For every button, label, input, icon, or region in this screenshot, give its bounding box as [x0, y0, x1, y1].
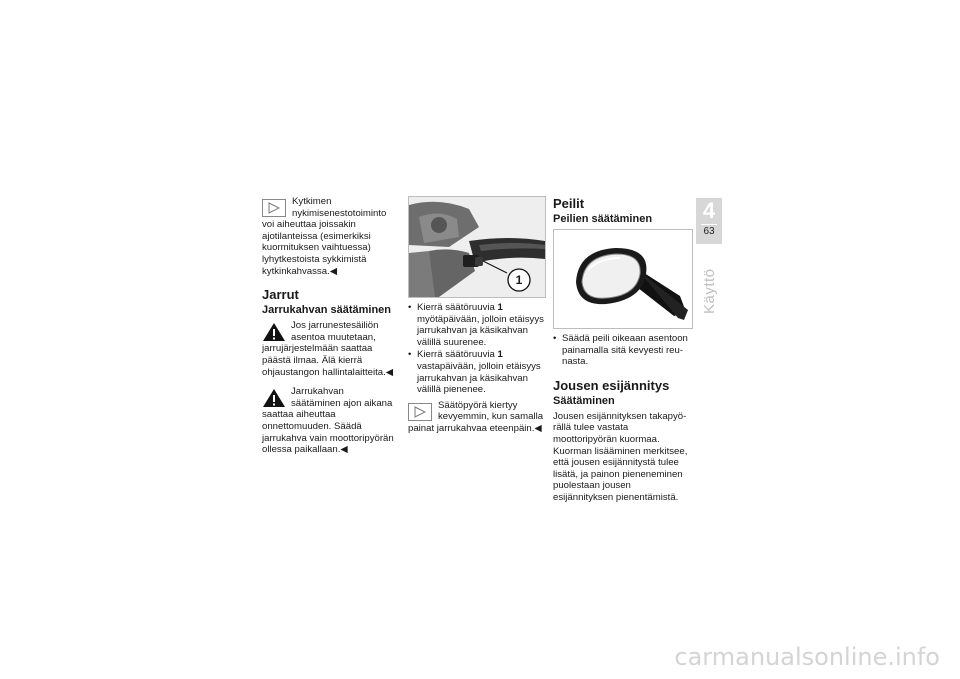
- info-note: [262, 196, 394, 277]
- list-item: • Kierrä säätöruuvia 1 vastapäivään, jolloin etäisyys jarrukahvan ja käsikahvan välillä pienenee.: [408, 349, 544, 395]
- warning-icon: [262, 388, 286, 408]
- column-left: [262, 196, 394, 456]
- warning-icon: [262, 322, 286, 342]
- list-item: • Säädä peili oikeaan asentoon painamalla sitä kevyesti reunasta.: [553, 333, 691, 368]
- chapter-number: 4: [702, 198, 716, 223]
- info-icon: [262, 199, 286, 217]
- info-icon: [408, 403, 432, 421]
- subheading-adjusting: Säätäminen: [553, 394, 615, 407]
- mirror-illustration: [554, 230, 692, 328]
- brake-lever-figure: [408, 196, 546, 298]
- section-heading-mirrors: Peilit: [553, 196, 585, 211]
- info-note-text: Kytkimen nykimisenestotoiminto voi aiheuttaa joissakin ajotilanteissa (esimerkiksi kuormituksen vaihtuessa) lyhytkestoista sykkimistä kytkinkahvassa.◀: [262, 196, 387, 277]
- warning-note: [262, 320, 394, 378]
- figure-callout-1: 1: [515, 273, 523, 287]
- info-note-text: Säätöpyörä kiertyy kevyemmin, kun samalla painat jarrukahvaa eteenpäin.◀: [408, 399, 544, 434]
- spring-preload-text: Jousen esijännityksen takapyörällä tulee vastata moottoripyörän kuormaa. Kuorman lisääminen merkitsee, että jousen esijännitystä tulee lisätä, ja painon pieneneminen puolestaan jousen esijännityksen pienentämistä.: [553, 410, 688, 503]
- column-middle: [408, 196, 544, 435]
- chapter-tab: [696, 198, 722, 244]
- watermark: carmanualsonline.info: [674, 643, 940, 671]
- brake-adjust-steps: [408, 302, 544, 396]
- section-heading-brakes: Jarrut: [262, 287, 299, 303]
- mirror-adjust-steps: [553, 333, 691, 368]
- section-heading-spring-preload: Jousen esijännitys: [553, 377, 670, 393]
- info-note: [408, 400, 544, 435]
- warning-note: [262, 386, 394, 456]
- list-item: • Kierrä säätöruuvia 1 myötäpäivään, jolloin etäisyys jarrukahvan ja käsikahvan välillä suurenee.: [408, 302, 544, 348]
- mirror-figure: [553, 229, 693, 329]
- chapter-title: Käyttö: [701, 268, 718, 314]
- column-right: [553, 196, 691, 504]
- warning-note-text: Jos jarrunestesäiliön asentoa muutetaan, jarrujärjestelmään saattaa päästä ilmaa. Älä kierrä ohjaustangon hallintalaitteita.◀: [262, 320, 394, 378]
- page-number: 63: [703, 226, 715, 237]
- subheading-mirror-adjust: Peilien säätäminen: [553, 213, 653, 225]
- warning-note-text: Jarrukahvan säätäminen ajon aikana saattaa aiheuttaa onnettomuuden. Säädä jarrukahva vain moottoripyörän ollessa paikallaan.◀: [262, 386, 394, 456]
- subheading-brake-lever: Jarrukahvan säätäminen: [262, 304, 392, 317]
- chapter-side-title: [693, 250, 723, 320]
